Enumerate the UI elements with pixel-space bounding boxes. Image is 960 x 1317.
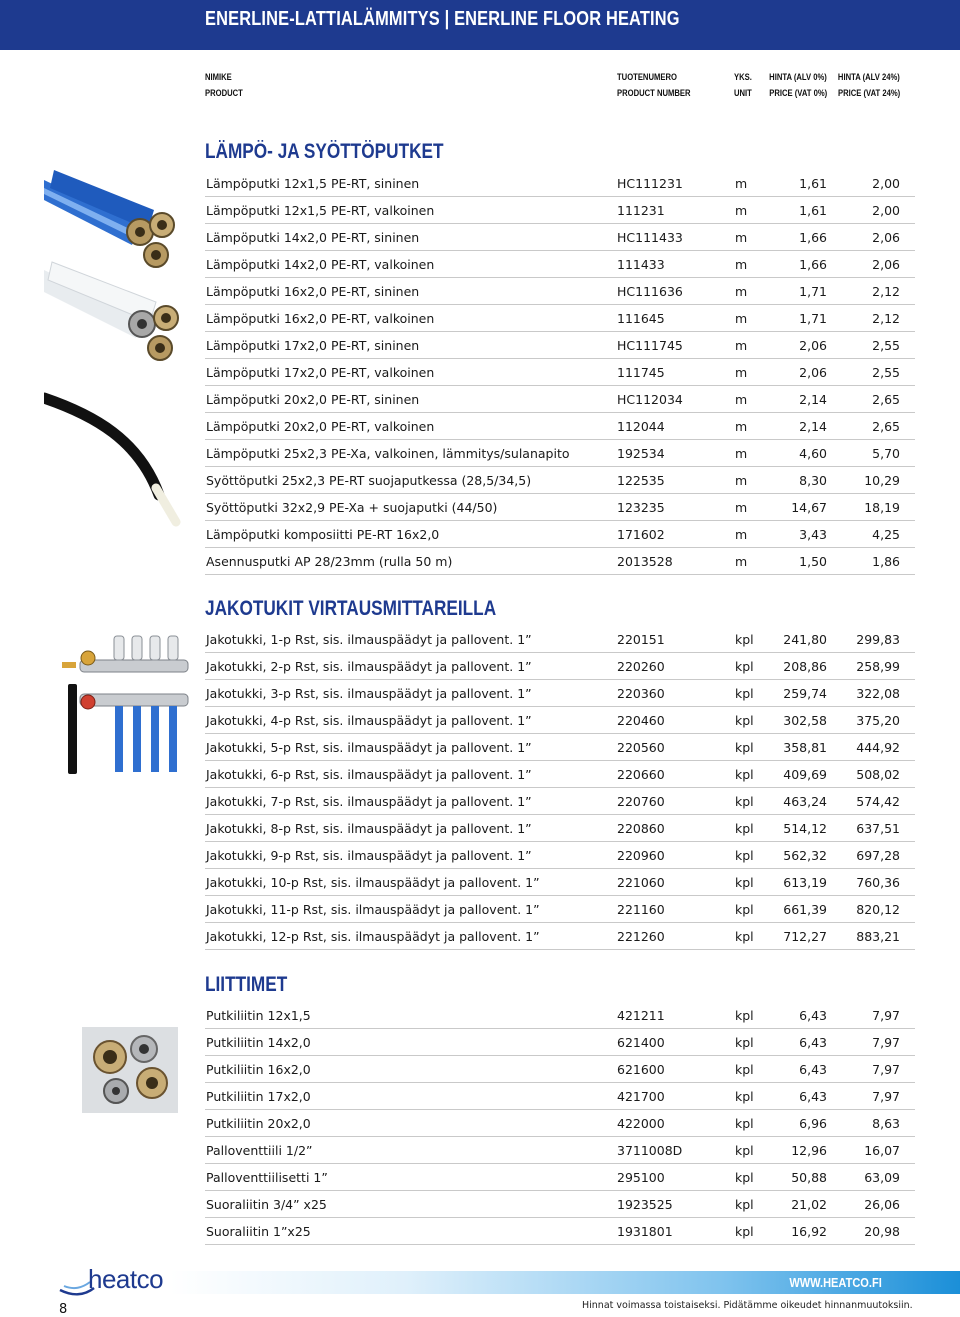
table-row (205, 733, 915, 761)
product-number: 220360 (617, 686, 665, 701)
price-vat0: 12,96 (791, 1143, 827, 1158)
section-title-manifolds: JAKOTUKIT VIRTAUSMITTAREILLA (205, 597, 497, 620)
product-number: 221060 (617, 875, 665, 890)
table-row (205, 547, 915, 575)
price-vat24: 7,97 (872, 1089, 900, 1104)
product-name: Suoraliitin 3/4” x25 (206, 1197, 327, 1212)
table-row (205, 277, 915, 305)
table-row (205, 466, 915, 494)
product-number: 111231 (617, 203, 665, 218)
table-row (205, 250, 915, 278)
table-row (205, 331, 915, 359)
section-title-pipes: LÄMPÖ- JA SYÖTTÖPUTKET (205, 140, 444, 163)
price-vat0: 2,06 (799, 338, 827, 353)
product-number: 2013528 (617, 554, 673, 569)
unit: kpl (735, 1143, 754, 1158)
product-number: 220660 (617, 767, 665, 782)
col-unit-en: UNIT (734, 88, 752, 98)
product-number: 111745 (617, 365, 665, 380)
section-title-fittings: LIITTIMET (205, 973, 288, 996)
logo-text: heatco (88, 1264, 164, 1294)
product-name: Putkiliitin 14x2,0 (206, 1035, 311, 1050)
unit: kpl (735, 1035, 754, 1050)
table-row (205, 520, 915, 548)
product-number: 221160 (617, 902, 665, 917)
price-vat0: 1,66 (799, 257, 827, 272)
product-name: Palloventtiilisetti 1” (206, 1170, 328, 1185)
unit: m (735, 419, 748, 434)
price-vat0: 6,43 (799, 1035, 827, 1050)
price-vat0: 409,69 (783, 767, 827, 782)
price-vat24: 7,97 (872, 1062, 900, 1077)
table-row (205, 1109, 915, 1137)
table-row (205, 385, 915, 413)
table-row (205, 1001, 915, 1029)
product-number: 112044 (617, 419, 665, 434)
unit: kpl (735, 902, 754, 917)
price-vat0: 1,66 (799, 230, 827, 245)
unit: m (735, 311, 748, 326)
table-row (205, 841, 915, 869)
table-row (205, 868, 915, 896)
product-number: 122535 (617, 473, 665, 488)
product-number: 192534 (617, 446, 665, 461)
product-name: Jakotukki, 6-p Rst, sis. ilmauspäädyt ja pallovent. 1” (206, 767, 532, 782)
col-p24-fi: HINTA (ALV 24%) (838, 72, 900, 82)
product-name: Putkiliitin 12x1,5 (206, 1008, 311, 1023)
product-name: Putkiliitin 17x2,0 (206, 1089, 311, 1104)
price-vat24: 2,06 (872, 257, 900, 272)
product-name: Lämpöputki 20x2,0 PE-RT, valkoinen (206, 419, 435, 434)
product-number: 111645 (617, 311, 665, 326)
table-row (205, 1163, 915, 1191)
product-number: 220151 (617, 632, 665, 647)
price-vat0: 1,50 (799, 554, 827, 569)
price-vat24: 1,86 (872, 554, 900, 569)
product-number: 621400 (617, 1035, 665, 1050)
price-vat0: 661,39 (783, 902, 827, 917)
pipe-bundle-photo (44, 170, 190, 530)
product-name: Lämpöputki 17x2,0 PE-RT, sininen (206, 338, 420, 353)
price-vat0: 16,92 (791, 1224, 827, 1239)
price-vat24: 2,55 (872, 338, 900, 353)
price-vat24: 2,12 (872, 284, 900, 299)
product-name: Jakotukki, 11-p Rst, sis. ilmauspäädyt ja pallovent. 1” (206, 902, 540, 917)
price-vat0: 4,60 (799, 446, 827, 461)
col-name-en: PRODUCT (205, 88, 243, 98)
price-vat24: 444,92 (856, 740, 900, 755)
price-vat24: 20,98 (864, 1224, 900, 1239)
price-vat24: 2,00 (872, 203, 900, 218)
price-vat24: 2,55 (872, 365, 900, 380)
product-number: 111433 (617, 257, 665, 272)
unit: m (735, 338, 748, 353)
product-name: Jakotukki, 4-p Rst, sis. ilmauspäädyt ja pallovent. 1” (206, 713, 532, 728)
unit: kpl (735, 632, 754, 647)
col-code-en: PRODUCT NUMBER (617, 88, 691, 98)
product-number: 123235 (617, 500, 665, 515)
unit: m (735, 500, 748, 515)
unit: kpl (735, 659, 754, 674)
table-row (205, 922, 915, 950)
unit: m (735, 392, 748, 407)
table-row (205, 1217, 915, 1245)
unit: m (735, 176, 748, 191)
price-vat0: 1,71 (799, 284, 827, 299)
product-number: 220260 (617, 659, 665, 674)
product-number: 220460 (617, 713, 665, 728)
product-name: Jakotukki, 2-p Rst, sis. ilmauspäädyt ja pallovent. 1” (206, 659, 532, 674)
product-number: 422000 (617, 1116, 665, 1131)
price-vat0: 6,43 (799, 1008, 827, 1023)
price-vat0: 50,88 (791, 1170, 827, 1185)
product-name: Putkiliitin 20x2,0 (206, 1116, 311, 1131)
col-code-fi: TUOTENUMERO (617, 72, 677, 82)
table-row (205, 706, 915, 734)
unit: kpl (735, 767, 754, 782)
table-row (205, 760, 915, 788)
price-vat0: 1,61 (799, 176, 827, 191)
col-p0-fi: HINTA (ALV 0%) (769, 72, 827, 82)
price-vat24: 8,63 (872, 1116, 900, 1131)
table-row (205, 439, 915, 467)
price-vat24: 10,29 (864, 473, 900, 488)
product-name: Syöttöputki 32x2,9 PE-Xa + suojaputki (44/50) (206, 500, 498, 515)
unit: m (735, 284, 748, 299)
product-name: Jakotukki, 5-p Rst, sis. ilmauspäädyt ja pallovent. 1” (206, 740, 532, 755)
col-name-fi: NIMIKE (205, 72, 232, 82)
price-vat0: 712,27 (783, 929, 827, 944)
price-vat0: 1,71 (799, 311, 827, 326)
price-vat24: 2,06 (872, 230, 900, 245)
price-vat24: 697,28 (856, 848, 900, 863)
product-number: 3711008D (617, 1143, 683, 1158)
table-row (205, 223, 915, 251)
price-vat24: 299,83 (856, 632, 900, 647)
price-vat0: 2,14 (799, 392, 827, 407)
product-number: 421700 (617, 1089, 665, 1104)
price-vat0: 3,43 (799, 527, 827, 542)
price-vat24: 820,12 (856, 902, 900, 917)
col-unit-fi: YKS. (734, 72, 752, 82)
product-name: Putkiliitin 16x2,0 (206, 1062, 311, 1077)
unit: m (735, 554, 748, 569)
footer-url[interactable]: WWW.HEATCO.FI (789, 1275, 882, 1290)
product-name: Lämpöputki 14x2,0 PE-RT, sininen (206, 230, 420, 245)
unit: m (735, 230, 748, 245)
unit: m (735, 203, 748, 218)
table-row (205, 625, 915, 653)
product-name: Jakotukki, 3-p Rst, sis. ilmauspäädyt ja pallovent. 1” (206, 686, 532, 701)
price-vat24: 7,97 (872, 1008, 900, 1023)
product-number: 221260 (617, 929, 665, 944)
price-vat24: 258,99 (856, 659, 900, 674)
product-name: Jakotukki, 1-p Rst, sis. ilmauspäädyt ja pallovent. 1” (206, 632, 532, 647)
unit: kpl (735, 1008, 754, 1023)
unit: m (735, 365, 748, 380)
price-vat0: 2,14 (799, 419, 827, 434)
product-name: Lämpöputki 25x2,3 PE-Xa, valkoinen, lämmitys/sulanapito (206, 446, 570, 461)
product-name: Suoraliitin 1”x25 (206, 1224, 311, 1239)
product-number: 295100 (617, 1170, 665, 1185)
table-row (205, 787, 915, 815)
price-vat0: 562,32 (783, 848, 827, 863)
product-name: Palloventtiili 1/2” (206, 1143, 313, 1158)
product-number: HC111231 (617, 176, 683, 191)
product-number: 220860 (617, 821, 665, 836)
table-row (205, 814, 915, 842)
table-row (205, 412, 915, 440)
unit: kpl (735, 686, 754, 701)
price-vat24: 63,09 (864, 1170, 900, 1185)
price-vat24: 2,65 (872, 392, 900, 407)
price-vat24: 5,70 (872, 446, 900, 461)
product-number: HC111636 (617, 284, 683, 299)
product-name: Jakotukki, 9-p Rst, sis. ilmauspäädyt ja pallovent. 1” (206, 848, 532, 863)
heatco-logo (58, 1266, 178, 1300)
price-vat0: 1,61 (799, 203, 827, 218)
price-vat0: 241,80 (783, 632, 827, 647)
unit: kpl (735, 821, 754, 836)
unit: kpl (735, 794, 754, 809)
price-vat0: 358,81 (783, 740, 827, 755)
unit: kpl (735, 1089, 754, 1104)
unit: kpl (735, 713, 754, 728)
product-number: HC112034 (617, 392, 683, 407)
price-vat0: 6,43 (799, 1062, 827, 1077)
price-vat24: 2,00 (872, 176, 900, 191)
price-vat0: 2,06 (799, 365, 827, 380)
product-name: Jakotukki, 10-p Rst, sis. ilmauspäädyt ja pallovent. 1” (206, 875, 540, 890)
product-number: 220960 (617, 848, 665, 863)
product-number: 171602 (617, 527, 665, 542)
table-row (205, 1055, 915, 1083)
price-vat0: 613,19 (783, 875, 827, 890)
price-vat24: 883,21 (856, 929, 900, 944)
table-row (205, 679, 915, 707)
table-row (205, 196, 915, 224)
fittings-photo (82, 1027, 178, 1113)
footer-note: Hinnat voimassa toistaiseksi. Pidätämme oikeudet hinnanmuutoksiin. (582, 1300, 913, 1311)
price-vat24: 16,07 (864, 1143, 900, 1158)
table-row (205, 652, 915, 680)
product-name: Syöttöputki 25x2,3 PE-RT suojaputkessa (28,5/34,5) (206, 473, 532, 488)
product-name: Jakotukki, 12-p Rst, sis. ilmauspäädyt ja pallovent. 1” (206, 929, 540, 944)
table-row (205, 895, 915, 923)
price-vat0: 6,96 (799, 1116, 827, 1131)
product-name: Lämpöputki 16x2,0 PE-RT, sininen (206, 284, 420, 299)
table-row (205, 304, 915, 332)
product-name: Jakotukki, 7-p Rst, sis. ilmauspäädyt ja pallovent. 1” (206, 794, 532, 809)
product-number: 1931801 (617, 1224, 673, 1239)
unit: kpl (735, 875, 754, 890)
product-name: Lämpöputki komposiitti PE-RT 16x2,0 (206, 527, 440, 542)
table-row (205, 493, 915, 521)
unit: kpl (735, 929, 754, 944)
table-row (205, 169, 915, 197)
product-number: HC111745 (617, 338, 683, 353)
unit: m (735, 446, 748, 461)
price-vat24: 637,51 (856, 821, 900, 836)
table-row (205, 1190, 915, 1218)
product-number: 220760 (617, 794, 665, 809)
price-vat0: 208,86 (783, 659, 827, 674)
manifold-photo (62, 632, 192, 782)
price-vat24: 322,08 (856, 686, 900, 701)
price-vat24: 760,36 (856, 875, 900, 890)
product-name: Lämpöputki 12x1,5 PE-RT, valkoinen (206, 203, 435, 218)
price-vat24: 4,25 (872, 527, 900, 542)
col-p24-en: PRICE (VAT 24%) (837, 88, 900, 98)
table-row (205, 358, 915, 386)
price-vat0: 514,12 (783, 821, 827, 836)
product-name: Lämpöputki 17x2,0 PE-RT, valkoinen (206, 365, 435, 380)
product-name: Asennusputki AP 28/23mm (rulla 50 m) (206, 554, 453, 569)
price-vat24: 375,20 (856, 713, 900, 728)
product-number: HC111433 (617, 230, 683, 245)
unit: m (735, 527, 748, 542)
price-vat0: 6,43 (799, 1089, 827, 1104)
product-number: 1923525 (617, 1197, 673, 1212)
price-vat24: 7,97 (872, 1035, 900, 1050)
price-vat0: 463,24 (783, 794, 827, 809)
product-number: 220560 (617, 740, 665, 755)
price-vat24: 18,19 (864, 500, 900, 515)
unit: m (735, 257, 748, 272)
page-number: 8 (59, 1302, 68, 1317)
price-vat24: 2,65 (872, 419, 900, 434)
price-vat0: 21,02 (791, 1197, 827, 1212)
header-bar (0, 0, 960, 50)
price-vat0: 302,58 (783, 713, 827, 728)
price-vat24: 508,02 (856, 767, 900, 782)
product-name: Lämpöputki 12x1,5 PE-RT, sininen (206, 176, 420, 191)
product-name: Lämpöputki 16x2,0 PE-RT, valkoinen (206, 311, 435, 326)
price-vat24: 574,42 (856, 794, 900, 809)
page-title: ENERLINE-LATTIALÄMMITYS | ENERLINE FLOOR HEATING (205, 8, 680, 30)
price-vat24: 26,06 (864, 1197, 900, 1212)
product-name: Lämpöputki 20x2,0 PE-RT, sininen (206, 392, 420, 407)
unit: kpl (735, 1170, 754, 1185)
table-row (205, 1136, 915, 1164)
unit: m (735, 473, 748, 488)
unit: kpl (735, 740, 754, 755)
product-name: Lämpöputki 14x2,0 PE-RT, valkoinen (206, 257, 435, 272)
price-vat0: 14,67 (791, 500, 827, 515)
price-vat24: 2,12 (872, 311, 900, 326)
unit: kpl (735, 1197, 754, 1212)
product-number: 421211 (617, 1008, 665, 1023)
unit: kpl (735, 848, 754, 863)
col-p0-en: PRICE (VAT 0%) (769, 88, 827, 98)
unit: kpl (735, 1224, 754, 1239)
price-vat0: 8,30 (799, 473, 827, 488)
product-number: 621600 (617, 1062, 665, 1077)
unit: kpl (735, 1116, 754, 1131)
price-vat0: 259,74 (783, 686, 827, 701)
unit: kpl (735, 1062, 754, 1077)
table-row (205, 1028, 915, 1056)
table-row (205, 1082, 915, 1110)
product-name: Jakotukki, 8-p Rst, sis. ilmauspäädyt ja pallovent. 1” (206, 821, 532, 836)
